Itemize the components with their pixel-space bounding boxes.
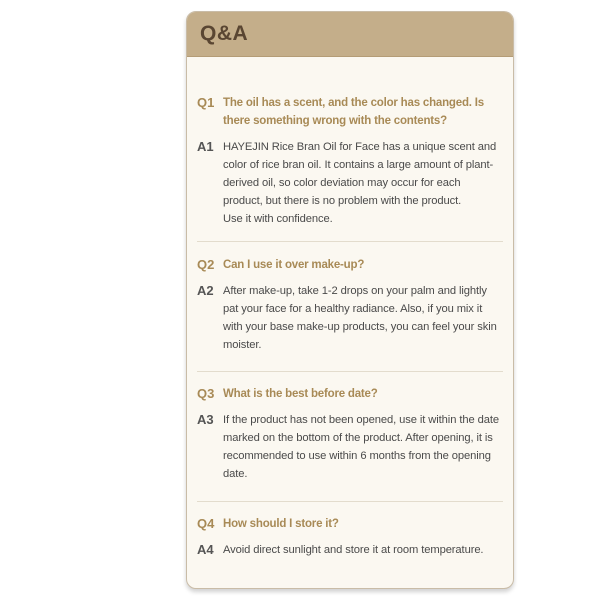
qa-card (186, 11, 514, 589)
question-text: The oil has a scent, and the color has changed. Is there something wrong with the contents? (223, 97, 484, 127)
question-row-1 (197, 57, 503, 130)
question-text: What is the best before date? (223, 388, 378, 400)
question-row-2 (197, 256, 503, 274)
question-number: Q3 (197, 386, 215, 401)
page-title: Q&A (200, 22, 249, 45)
answer-row-1 (197, 138, 503, 228)
question-row-4 (197, 515, 503, 533)
qa-header (187, 12, 513, 57)
qa-item-1 (197, 57, 503, 241)
answer-number: A1 (197, 139, 214, 154)
answer-number: A3 (197, 412, 214, 427)
qa-item-4 (197, 501, 503, 559)
answer-text: HAYEJIN Rice Bran Oil for Face has a unique scent and color of rice bran oil. It contains a large amount of plant-derived oil, so color deviation may occur for each product, but there is no problem with the product. Use it with confidence. (223, 141, 497, 225)
question-number: Q1 (197, 95, 215, 110)
qa-item-3 (197, 371, 503, 501)
question-text: Can I use it over make-up? (223, 259, 365, 271)
answer-text: If the product has not been opened, use it within the date marked on the bottom of the product. After opening, it is recommended to use within 6 months from the opening date. (223, 414, 499, 480)
question-text: How should I store it? (223, 518, 339, 530)
answer-number: A4 (197, 542, 214, 557)
answer-text: Avoid direct sunlight and store it at room temperature. (223, 544, 484, 556)
answer-row-3 (197, 411, 503, 483)
question-number: Q2 (197, 257, 215, 272)
qa-item-2 (197, 241, 503, 371)
answer-number: A2 (197, 283, 214, 298)
qa-list (187, 57, 513, 559)
answer-text: After make-up, take 1-2 drops on your palm and lightly pat your face for a healthy radiance. Also, if you mix it with your base make-up products, you can feel your skin moister. (223, 285, 497, 351)
question-row-3 (197, 385, 503, 403)
answer-row-2 (197, 282, 503, 354)
answer-row-4 (197, 541, 503, 559)
question-number: Q4 (197, 516, 215, 531)
